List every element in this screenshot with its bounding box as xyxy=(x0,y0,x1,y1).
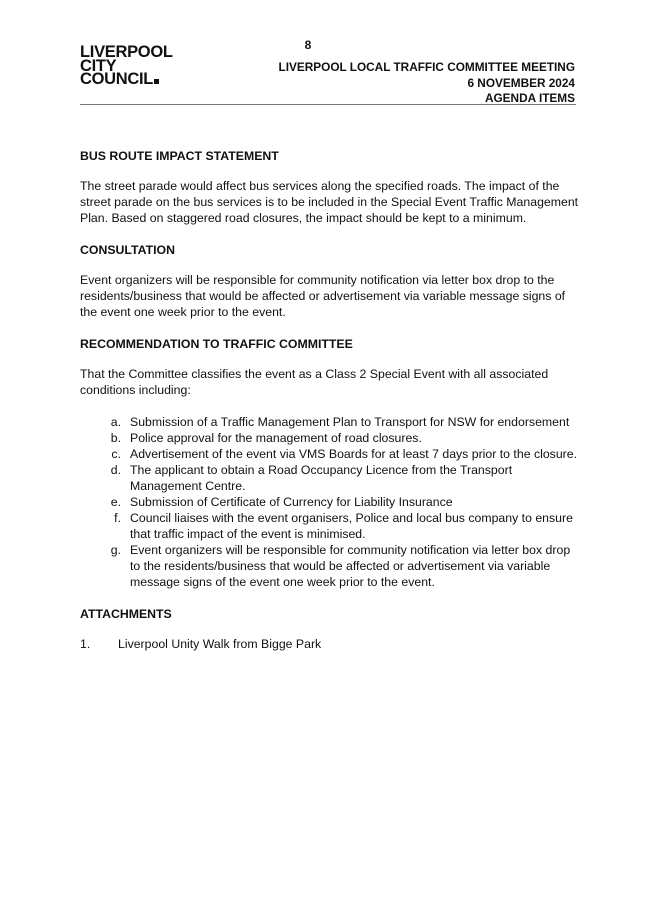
logo-line-council xyxy=(80,70,173,88)
condition-text: Police approval for the management of road closures. xyxy=(130,431,422,445)
attachment-title: Liverpool Unity Walk from Bigge Park xyxy=(118,637,322,651)
condition-text: Council liaises with the event organisers, Police and local bus company to ensure that traffic impact of the event is minimised. xyxy=(130,511,573,541)
condition-text: Submission of Certificate of Currency for Liability Insurance xyxy=(130,495,453,509)
document-body xyxy=(80,148,580,652)
header-divider xyxy=(80,104,576,105)
condition-item xyxy=(80,462,580,494)
condition-item xyxy=(80,430,580,446)
condition-item xyxy=(80,510,580,542)
condition-marker: a. xyxy=(110,415,121,429)
consultation-text: Event organizers will be responsible for community notification via letter box drop to the residents/business that would be affected or advertisement via variable message signs of the event one week prior to the event. xyxy=(80,273,566,319)
recommendation-heading: RECOMMENDATION TO TRAFFIC COMMITTEE xyxy=(80,337,353,351)
meeting-date: 6 NOVEMBER 2024 xyxy=(467,75,575,90)
condition-text: The applicant to obtain a Road Occupancy Licence from the Transport Management Centre. xyxy=(130,463,513,493)
logo-line-council-text: COUNCIL xyxy=(80,70,154,88)
meeting-header xyxy=(279,60,575,107)
bus-route-heading: BUS ROUTE IMPACT STATEMENT xyxy=(80,149,279,163)
attachment-number: 1. xyxy=(80,637,91,651)
logo-dot-icon xyxy=(154,79,159,84)
condition-text: Event organizers will be responsible for community notification via letter box drop to the residents/business that would be affected or advertisement via variable message signs of the event one week prior to the event. xyxy=(130,543,571,589)
attachments-heading: ATTACHMENTS xyxy=(80,607,172,621)
conditions-list xyxy=(80,414,580,590)
logo-line-liverpool: LIVERPOOL xyxy=(80,43,173,61)
condition-marker: g. xyxy=(110,543,121,557)
recommendation-intro: That the Committee classifies the event as a Class 2 Special Event with all associated conditions including: xyxy=(80,367,549,397)
attachment-item xyxy=(80,636,580,652)
condition-marker: b. xyxy=(110,431,121,445)
condition-item xyxy=(80,446,580,462)
condition-item xyxy=(80,542,580,590)
condition-text: Submission of a Traffic Management Plan to Transport for NSW for endorsement xyxy=(130,415,570,429)
consultation-heading: CONSULTATION xyxy=(80,243,175,257)
logo-line-city: CITY xyxy=(80,56,117,75)
condition-marker: c. xyxy=(111,447,121,461)
condition-marker: e. xyxy=(110,495,121,509)
meeting-title: LIVERPOOL LOCAL TRAFFIC COMMITTEE MEETING xyxy=(278,60,575,74)
bus-route-text: The street parade would affect bus services along the specified roads. The impact of the street parade on the bus services is to be included in the Special Event Traffic Management Plan. Based on staggered road closures, the impact should be kept to a minimum. xyxy=(80,179,579,225)
section-label: AGENDA ITEMS xyxy=(484,91,575,105)
page-number: 8 xyxy=(304,38,312,52)
council-logo xyxy=(80,43,173,88)
condition-marker: f. xyxy=(114,511,121,525)
condition-text: Advertisement of the event via VMS Boards for at least 7 days prior to the closure. xyxy=(130,447,578,461)
condition-item xyxy=(80,414,580,430)
condition-marker: d. xyxy=(110,463,121,477)
condition-item xyxy=(80,494,580,510)
